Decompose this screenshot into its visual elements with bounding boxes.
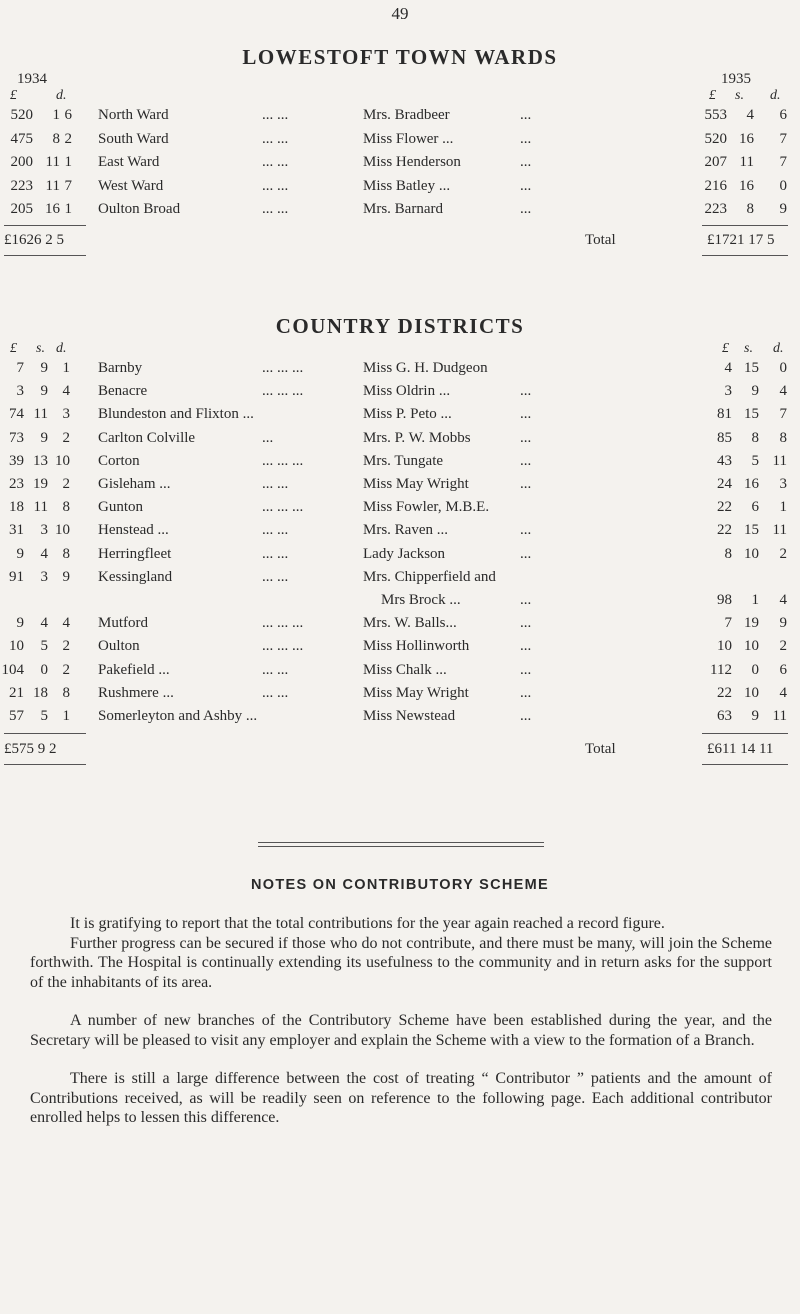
amount-1935-pounds: 63 (717, 708, 732, 724)
district-name: Oulton (98, 638, 140, 655)
amount-1935-pounds: 22 (717, 522, 732, 539)
amount-1934-pence: 8 (62, 545, 70, 562)
town-total-label: Total (585, 232, 616, 248)
amount-1935-shillings: 8 (751, 429, 759, 446)
unit-pounds-left: £ (10, 88, 17, 103)
table-row (0, 569, 800, 591)
amount-1934-pence: 2 (64, 130, 72, 147)
leader-dots: ... ... (262, 154, 289, 170)
table-row (0, 522, 800, 544)
town-total-row (0, 232, 800, 254)
town-total-right: £1721 17 5 (707, 232, 775, 248)
leader-dots: ... (520, 545, 532, 562)
leader-dots: ... (520, 130, 532, 147)
leader-dots: ... ... (262, 130, 289, 147)
amount-1935-shillings: 11 (739, 154, 754, 170)
amount-1934-pence: 10 (55, 452, 70, 469)
table-row (0, 131, 800, 153)
amount-1935-pence: 9 (779, 201, 787, 217)
collector-name: Miss Chalk ... (363, 661, 447, 678)
town-total-left: £1626 2 5 (4, 232, 64, 248)
table-row (0, 499, 800, 521)
district-name: Mutford (98, 615, 148, 632)
amount-1935-pence: 11 (772, 522, 787, 539)
amount-1934-shillings: 11 (45, 154, 60, 170)
unit-shillings-right: s. (744, 341, 753, 356)
collector-name: Lady Jackson (363, 545, 446, 562)
leader-dots: ... ... ... (262, 615, 304, 632)
notes-paragraph-4: There is still a large difference between the cost of treating “ Contributor ” patients and the amount of Contributions received, as will be readily seen on reference to the following page. Each additional contributor enrolled helps to lessen this difference. (30, 1070, 772, 1126)
amount-1935-pounds: 216 (704, 177, 727, 194)
collector-name: Mrs. Tungate (363, 452, 444, 469)
table-row (0, 708, 800, 730)
country-total-label: Total (585, 741, 616, 757)
unit-pounds-left: £ (10, 341, 17, 356)
amount-1935-shillings: 16 (739, 177, 754, 194)
district-name: Corton (98, 452, 140, 469)
amount-1935-pounds: 81 (717, 406, 732, 423)
amount-1934-pence: 7 (64, 177, 72, 194)
amount-1935-pence: 2 (779, 638, 787, 655)
amount-1935-pence: 7 (779, 130, 787, 147)
town-rule-right-top (702, 225, 788, 226)
leader-dots: ... (520, 615, 532, 632)
district-name: Carlton Colville (98, 429, 196, 446)
amount-1935-pounds: 7 (724, 615, 732, 632)
district-name: Henstead ... (98, 522, 169, 539)
amount-1934-pence: 4 (62, 615, 70, 632)
amount-1935-shillings: 9 (751, 383, 759, 400)
amount-1934-shillings: 9 (40, 429, 48, 446)
leader-dots: ... (520, 177, 532, 194)
amount-1934-pounds: 10 (9, 638, 24, 655)
district-name: Herringfleet (98, 545, 172, 562)
country-total-left: £575 9 2 (4, 741, 57, 757)
amount-1935-pounds: 22 (717, 684, 732, 701)
leader-dots: ... (520, 708, 532, 724)
table-row (0, 201, 800, 223)
amount-1935-shillings: 16 (744, 476, 759, 492)
collector-name: Miss P. Peto ... (363, 406, 452, 423)
amount-1935-pounds: 553 (704, 107, 727, 123)
town-wards-title: LOWESTOFT TOWN WARDS (242, 45, 558, 69)
leader-dots: ... ... (262, 661, 289, 678)
amount-1934-shillings: 16 (45, 201, 60, 217)
amount-1935-shillings: 4 (746, 107, 754, 123)
table-row (0, 154, 800, 176)
country-total-right: £611 14 11 (707, 741, 774, 757)
amount-1934-shillings: 0 (40, 661, 48, 678)
amount-1935-pounds: 8 (724, 545, 732, 562)
amount-1935-pence: 4 (779, 383, 787, 400)
amount-1935-shillings: 6 (751, 499, 759, 516)
collector-name: Miss Henderson (363, 154, 461, 170)
amount-1934-pounds: 39 (9, 452, 24, 469)
table-row (0, 107, 800, 129)
district-name: Somerleyton and Ashby ... (98, 708, 258, 724)
amount-1934-pence: 4 (62, 383, 70, 400)
table-row (0, 453, 800, 475)
table-row (0, 430, 800, 452)
amount-1934-pounds: 23 (9, 476, 24, 492)
amount-1934-shillings: 19 (33, 476, 48, 492)
amount-1935-shillings: 1 (751, 592, 759, 608)
notes-paragraph-1: It is gratifying to report that the total contributions for the year again reached a record figure. (70, 915, 665, 932)
amount-1934-pence: 1 (64, 201, 72, 217)
amount-1934-pounds: 7 (16, 360, 24, 376)
amount-1934-pence: 2 (62, 476, 70, 492)
table-row (0, 178, 800, 200)
leader-dots: ... ... (262, 201, 289, 217)
amount-1934-shillings: 3 (40, 568, 48, 585)
collector-name: Miss May Wright (363, 684, 469, 701)
amount-1935-pounds: 207 (704, 154, 727, 170)
table-row (0, 383, 800, 405)
table-row (0, 546, 800, 568)
leader-dots: ... (520, 406, 532, 423)
table-row (0, 360, 800, 382)
ward-name: East Ward (98, 154, 160, 170)
double-rule-bottom (258, 846, 544, 847)
amount-1935-pounds: 10 (717, 638, 732, 655)
amount-1935-shillings: 15 (744, 522, 759, 539)
table-row (0, 476, 800, 498)
amount-1935-shillings: 15 (744, 406, 759, 423)
unit-pounds-right: £ (722, 341, 729, 356)
amount-1934-pounds: 9 (16, 615, 24, 632)
amount-1935-pence: 8 (779, 429, 787, 446)
amount-1935-shillings: 8 (746, 201, 754, 217)
amount-1935-pounds: 223 (704, 201, 727, 217)
amount-1934-pounds: 57 (9, 708, 24, 724)
amount-1935-pounds: 520 (704, 130, 727, 147)
collector-name: Miss Fowler, M.B.E. (363, 499, 490, 516)
amount-1935-pence: 2 (779, 545, 787, 562)
amount-1935-pence: 9 (779, 615, 787, 632)
table-row (0, 685, 800, 707)
amount-1934-pence: 2 (62, 638, 70, 655)
collector-name: Mrs. Bradbeer (363, 107, 450, 123)
amount-1934-shillings: 11 (45, 177, 60, 194)
unit-shillings-right: s. (735, 88, 744, 103)
leader-dots: ... (262, 429, 274, 446)
amount-1935-pence: 11 (772, 452, 787, 469)
notes-paragraph-2: Further progress can be secured if those who do not contribute, and there must be many, will join the Scheme forthwith. The Hospital is continually extending its usefulness to the community and in return asks for the support of the inhabitants of its area. (30, 934, 772, 991)
leader-dots: ... ... ... (262, 383, 304, 400)
notes-title: NOTES ON CONTRIBUTORY SCHEME (251, 877, 549, 893)
amount-1934-pounds: 3 (16, 383, 24, 400)
country-rule-left-bottom (4, 764, 86, 765)
amount-1934-pounds: 223 (10, 177, 33, 194)
amount-1934-shillings: 4 (40, 545, 48, 562)
leader-dots: ... (520, 383, 532, 400)
leader-dots: ... ... ... (262, 360, 304, 376)
leader-dots: ... (520, 684, 532, 701)
leader-dots: ... ... (262, 476, 289, 492)
amount-1934-pounds: 31 (9, 522, 24, 539)
amount-1934-pounds: 104 (1, 661, 24, 678)
notes-paragraph-3: A number of new branches of the Contributory Scheme have been established during the year, and the Secretary will be pleased to visit any employer and explain the Scheme with a view to the formation of a Branch. (30, 1012, 772, 1049)
leader-dots: ... (520, 429, 532, 446)
amount-1934-pence: 1 (64, 154, 72, 170)
amount-1934-pence: 1 (62, 360, 70, 376)
amount-1934-shillings: 5 (40, 708, 48, 724)
amount-1934-pounds: 520 (10, 107, 33, 123)
leader-dots: ... (520, 592, 532, 608)
amount-1934-shillings: 5 (40, 638, 48, 655)
country-rule-left-top (4, 733, 86, 734)
district-name: Blundeston and Flixton ... (98, 406, 254, 423)
amount-1934-pence: 6 (64, 107, 72, 123)
amount-1935-pounds: 3 (724, 383, 732, 400)
table-row (0, 406, 800, 428)
table-row (0, 615, 800, 637)
amount-1934-pounds: 91 (9, 568, 24, 585)
leader-dots: ... ... ... (262, 452, 304, 469)
leader-dots: ... ... (262, 568, 289, 585)
amount-1935-pounds: 43 (717, 452, 732, 469)
amount-1935-pounds: 24 (717, 476, 732, 492)
district-name: Pakefield ... (98, 661, 170, 678)
collector-name: Mrs. P. W. Mobbs (363, 429, 471, 446)
collector-name: Miss Oldrin ... (363, 383, 451, 400)
country-total-row (0, 741, 800, 763)
amount-1935-shillings: 9 (751, 708, 759, 724)
amount-1935-shillings: 5 (751, 452, 759, 469)
leader-dots: ... (520, 522, 532, 539)
district-name: Gisleham ... (98, 476, 171, 492)
amount-1934-shillings: 9 (40, 383, 48, 400)
amount-1935-pence: 0 (779, 360, 787, 376)
amount-1934-pence: 8 (62, 684, 70, 701)
amount-1934-pounds: 21 (9, 684, 24, 701)
collector-name: Miss Newstead (363, 708, 456, 724)
district-name: Benacre (98, 383, 148, 400)
leader-dots: ... (520, 638, 532, 655)
double-rule-top (258, 842, 544, 843)
amount-1934-pounds: 9 (16, 545, 24, 562)
amount-1934-pounds: 205 (10, 201, 33, 217)
leader-dots: ... (520, 661, 532, 678)
amount-1935-pence: 7 (779, 154, 787, 170)
ward-name: South Ward (98, 130, 169, 147)
leader-dots: ... ... (262, 107, 289, 123)
unit-shillings-left: s. (36, 341, 45, 356)
amount-1935-pounds: 85 (717, 429, 732, 446)
amount-1934-pence: 8 (62, 499, 70, 516)
amount-1934-pounds: 475 (10, 130, 33, 147)
town-rule-left-top (4, 225, 86, 226)
amount-1935-shillings: 10 (744, 638, 759, 655)
amount-1934-shillings: 11 (33, 499, 48, 516)
amount-1935-pence: 6 (779, 661, 787, 678)
town-rule-right-bottom (702, 255, 788, 256)
amount-1934-shillings: 11 (33, 406, 48, 423)
leader-dots: ... (520, 476, 532, 492)
country-districts-title: COUNTRY DISTRICTS (275, 314, 525, 338)
collector-name: Miss May Wright (363, 476, 469, 492)
amount-1934-shillings: 3 (40, 522, 48, 539)
amount-1935-pence: 3 (779, 476, 787, 492)
amount-1935-pence: 6 (779, 107, 787, 123)
country-rule-right-bottom (702, 764, 788, 765)
amount-1935-pounds: 98 (717, 592, 732, 608)
year-left: 1934 (17, 71, 47, 87)
amount-1934-pence: 3 (62, 406, 70, 423)
amount-1934-shillings: 13 (33, 452, 48, 469)
collector-name: Mrs Brock ... (381, 592, 461, 608)
amount-1935-pence: 0 (779, 177, 787, 194)
amount-1934-pence: 1 (62, 708, 70, 724)
amount-1934-shillings: 4 (40, 615, 48, 632)
collector-name: Mrs. Raven ... (363, 522, 448, 539)
ward-name: Oulton Broad (98, 201, 181, 217)
collector-name: Miss G. H. Dudgeon (363, 360, 488, 376)
amount-1934-shillings: 18 (33, 684, 48, 701)
district-name: Rushmere ... (98, 684, 174, 701)
amount-1935-shillings: 15 (744, 360, 759, 376)
amount-1935-pounds: 4 (724, 360, 732, 376)
year-right: 1935 (721, 71, 751, 87)
unit-pence-right: d. (773, 341, 784, 356)
district-name: Barnby (98, 360, 143, 376)
amount-1935-pence: 11 (772, 708, 787, 724)
collector-name: Mrs. W. Balls... (363, 615, 457, 632)
ward-name: West Ward (98, 177, 164, 194)
amount-1934-pounds: 18 (9, 499, 24, 516)
leader-dots: ... (520, 154, 532, 170)
unit-pence-left: d. (56, 88, 67, 103)
amount-1934-pence: 10 (55, 522, 70, 539)
leader-dots: ... ... ... (262, 638, 304, 655)
leader-dots: ... ... ... (262, 499, 304, 516)
leader-dots: ... ... (262, 522, 289, 539)
amount-1934-shillings: 1 (52, 107, 60, 123)
town-rule-left-bottom (4, 255, 86, 256)
amount-1934-pence: 2 (62, 661, 70, 678)
ward-name: North Ward (98, 107, 169, 123)
unit-pence-left: d. (56, 341, 67, 356)
collector-name: Miss Flower ... (363, 130, 454, 147)
amount-1935-pounds: 112 (710, 661, 732, 678)
page-number: 49 (391, 4, 409, 23)
district-name: Kessingland (98, 568, 173, 585)
amount-1935-pence: 7 (779, 406, 787, 423)
leader-dots: ... (520, 107, 532, 123)
amount-1935-pence: 4 (779, 592, 787, 608)
notes-body (30, 914, 772, 1128)
amount-1935-shillings: 10 (744, 684, 759, 701)
unit-pence-right: d. (770, 88, 781, 103)
amount-1935-shillings: 10 (744, 545, 759, 562)
district-name: Gunton (98, 499, 143, 516)
collector-name: Miss Hollinworth (363, 638, 470, 655)
amount-1935-shillings: 16 (739, 130, 754, 147)
amount-1935-pence: 4 (779, 684, 787, 701)
amount-1934-pence: 9 (62, 568, 70, 585)
amount-1935-pence: 1 (779, 499, 787, 516)
collector-name: Mrs. Barnard (363, 201, 443, 217)
leader-dots: ... (520, 452, 532, 469)
amount-1935-shillings: 0 (751, 661, 759, 678)
collector-name: Miss Batley ... (363, 177, 451, 194)
leader-dots: ... ... (262, 684, 289, 701)
unit-pounds-right: £ (709, 88, 716, 103)
country-rule-right-top (702, 733, 788, 734)
leader-dots: ... (520, 201, 532, 217)
leader-dots: ... ... (262, 177, 289, 194)
amount-1934-pounds: 73 (9, 429, 24, 446)
amount-1934-pounds: 74 (9, 406, 24, 423)
leader-dots: ... ... (262, 545, 289, 562)
amount-1935-shillings: 19 (744, 615, 759, 632)
amount-1935-pounds: 22 (717, 499, 732, 516)
table-row (0, 592, 800, 614)
table-row (0, 662, 800, 684)
amount-1934-shillings: 9 (40, 360, 48, 376)
amount-1934-shillings: 8 (52, 130, 60, 147)
amount-1934-pence: 2 (62, 429, 70, 446)
table-row (0, 638, 800, 660)
amount-1934-pounds: 200 (10, 154, 33, 170)
collector-name: Mrs. Chipperfield and (363, 568, 496, 585)
